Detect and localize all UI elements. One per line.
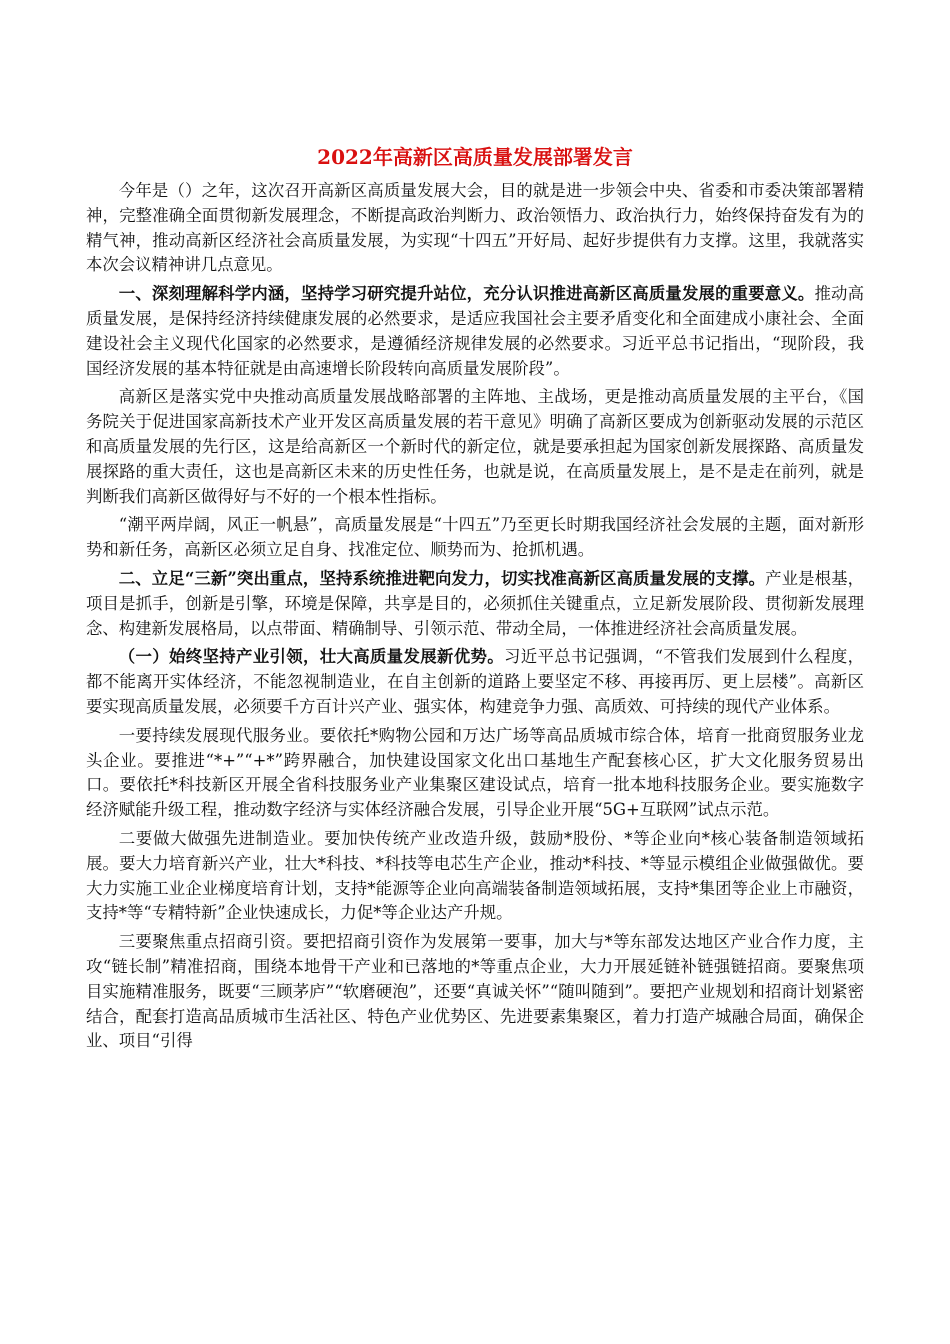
paragraph-text: 高新区是落实党中央推动高质量发展战略部署的主阵地、主战场，更是推动高质量发展的主平台，《国务院关于促进国家高新技术产业开发区高质量发展的若干意见》明确了高新区要成为创新驱动发展的示范区和高质量发展的先行区，这是给高新区一个新时代的新定位，就是要承担起为国家创新发展探路、高质量发展探路的重大责任，这也是高新区未来的历史性任务，也就是说，在高质量发展上，是不是走在前列，就是判断我们高新区做得好与不好的一个根本性指标。 xyxy=(86,387,864,506)
paragraph-text: 产业是根基，项目是抓手，创新是引擎，环境是保障，共享是目的，必须抓住关键重点，立足新发展阶段、贯彻新发展理念、构建新发展格局，以点带面、精确制导、引领示范、带动全局，一体推进经济社会高质量发展。 xyxy=(86,568,864,638)
section-heading-one: 一、深刻理解科学内涵，坚持学习研究提升站位，充分认识推进高新区高质量发展的重要意义。 xyxy=(118,284,815,304)
paragraph-text: “潮平两岸阔，风正一帆悬”，高质量发展是“十四五”乃至更长时期我国经济社会发展的主题，面对新形势和新任务，高新区必须立足自身、找准定位、顺势而为、抢抓机遇。 xyxy=(86,515,864,560)
paragraph-intro xyxy=(86,179,864,278)
paragraph-text: 一要持续发展现代服务业。要依托*购物公园和万达广场等高品质城市综合体，培育一批商贸服务业龙头企业。要推进“*+”“+*”跨界融合，加快建设国家文化出口基地生产配套核心区，扩大文化服务贸易出口。要依托*科技新区开展全省科技服务业产业集聚区建设试点，培育一批本地科技服务企业。要实施数字经济赋能升级工程，推动数字经济与实体经济融合发展，引导企业开展“5G+互联网”试点示范。 xyxy=(86,725,864,820)
paragraph-text: 今年是（）之年，这次召开高新区高质量发展大会，目的就是进一步领会中央、省委和市委决策部署精神，完整准确全面贯彻新发展理念，不断提高政治判断力、政治领悟力、政治执行力，始终保持奋发有为的精气神，推动高新区经济社会高质量发展，为实现“十四五”开好局、起好步提供有力支撑。这里，我就落实本次会议精神讲几点意见。 xyxy=(86,181,864,275)
section-heading-two: 二、立足“三新”突出重点，坚持系统推进靶向发力，切实找准高新区高质量发展的支撑。 xyxy=(118,568,766,588)
paragraph-text: 习近平总书记强调，“不管我们发展到什么程度，都不能离开实体经济，不能忽视制造业，在自主创新的道路上要坚定不移、再接再厉、更上层楼”。高新区要实现高质量发展，必须要千方百计兴产业、强实体，构建竞争力强、高质效、可持续的现代产业体系。 xyxy=(86,647,864,716)
paragraph-text: 推动高质量发展，是保持经济持续健康发展的必然要求，是适应我国社会主要矛盾变化和全面建成小康社会、全面建设社会主义现代化国家的必然要求，是遵循经济规律发展的必然要求。习近平总书记指出，“现阶段，我国经济发展的基本特征就是由高速增长阶段转向高质量发展阶段”。 xyxy=(86,284,865,378)
subsection-heading-one: （一）始终坚持产业引领，壮大高质量发展新优势。 xyxy=(118,647,504,667)
paragraph-quote xyxy=(86,513,864,563)
paragraph-text: 二要做大做强先进制造业。要加快传统产业改造升级，鼓励*股份、*等企业向*核心装备制造领域拓展。要大力培育新兴产业，壮大*科技、*科技等电芯生产企业，推动*科技、*等显示模组企业做强做优。要大力实施工业企业梯度培育计划，支持*能源等企业向高端装备制造领域拓展，支持*集团等企业上市融资，支持*等“专精特新”企业快速成长，力促*等企业达产升规。 xyxy=(86,828,864,923)
paragraph-high-tech-zone xyxy=(86,385,864,509)
paragraph-section-two xyxy=(86,567,864,641)
paragraph-text: 三要聚焦重点招商引资。要把招商引资作为发展第一要事，加大与*等东部发达地区产业合作力度，主攻“链长制”精准招商，围绕本地骨干产业和已落地的*等重点企业，大力开展延链补链强链招商。要聚焦项目实施精准服务，既要“三顾茅庐”“软磨硬泡”，还要“真诚关怀”“随叫随到”。要把产业规划和招商计划紧密结合，配套打造高品质城市生活社区、特色产业优势区、先进要素集聚区，着力打造产城融合局面，确保企业、项目“引得 xyxy=(86,932,864,1051)
paragraph-subsection-one xyxy=(86,645,864,719)
document-title: 2022年高新区高质量发展部署发言 xyxy=(317,145,633,169)
paragraph-investment xyxy=(86,930,864,1054)
paragraph-section-one xyxy=(86,282,864,381)
paragraph-manufacturing xyxy=(86,827,864,926)
document-page xyxy=(86,143,864,1058)
paragraph-modern-services xyxy=(86,724,864,823)
